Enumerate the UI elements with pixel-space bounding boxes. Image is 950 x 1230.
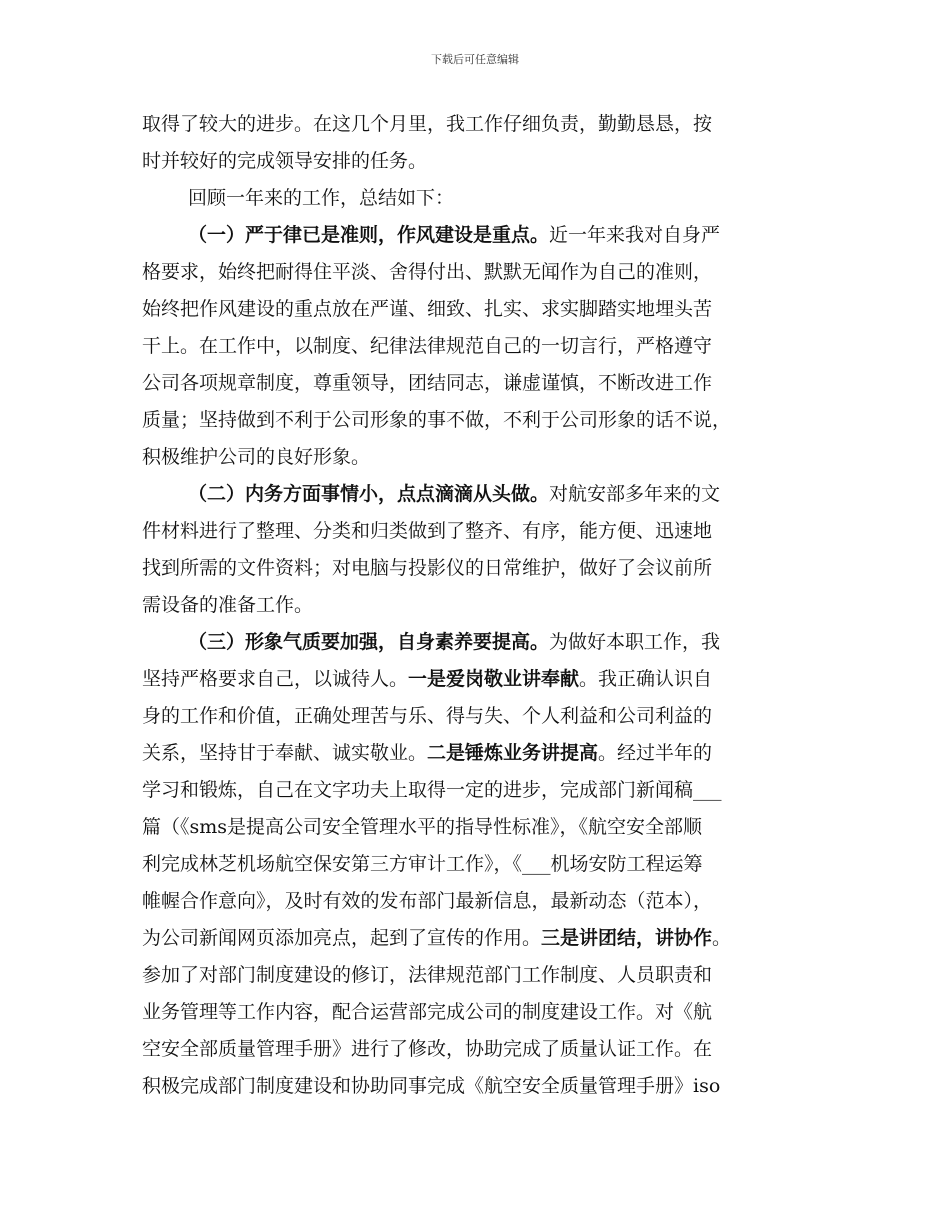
text-segment: 帷幄合作意向》，及时有效的发布部门最新信息，最新动态（范本），: [142, 890, 713, 912]
text-line: [142, 180, 814, 217]
text-line: [142, 994, 814, 1031]
text-segment: 学习和锻炼，自己在文字功夫上取得一定的进步，完成部门新闻稿___: [142, 779, 722, 801]
text-segment: 坚持严格要求自己，以诚待人。: [142, 668, 409, 690]
text-line: [142, 254, 814, 291]
text-line: [142, 587, 814, 624]
text-segment: 积极维护公司的良好形象。: [142, 446, 371, 468]
text-segment: 找到所需的文件资料；对电脑与投影仪的日常维护，做好了会议前所: [142, 557, 713, 579]
text-segment: 干上。在工作中，以制度、纪律法律规范自己的一切言行，严格遵守: [142, 335, 713, 357]
bold-text-segment: 三是讲团结，讲协作: [541, 927, 713, 949]
text-segment: 。我正确认识自: [579, 668, 713, 690]
text-line: [142, 883, 814, 920]
text-line: [142, 402, 814, 439]
text-line: [142, 143, 814, 180]
text-line: [142, 920, 814, 957]
text-segment: 。: [712, 927, 732, 949]
text-segment: 身的工作和价值，正确处理苦与乐、得与失、个人利益和公司利益的: [142, 705, 713, 727]
text-line: [142, 439, 814, 476]
text-segment: 参加了对部门制度建设的修订，法律规范部门工作制度、人员职责和: [142, 964, 713, 986]
bold-text-segment: （三）形象气质要加强，自身素养要提高。: [188, 631, 550, 653]
text-line: [142, 106, 814, 143]
text-segment: 近一年来我对自身严: [549, 224, 721, 246]
text-segment: 对航安部多年来的文: [549, 483, 721, 505]
text-segment: 公司各项规章制度，尊重领导，团结同志，谦虚谨慎，不断改进工作: [142, 372, 713, 394]
text-line: [142, 661, 814, 698]
text-line: [142, 809, 814, 846]
text-line: [142, 957, 814, 994]
text-segment: 件材料进行了整理、分类和归类做到了整齐、有序，能方便、迅速地: [142, 520, 713, 542]
text-line: [142, 772, 814, 809]
text-segment: 关系，坚持甘于奉献、诚实敬业。: [142, 742, 428, 764]
bold-text-segment: （一）严于律已是准则，作风建设是重点。: [188, 224, 550, 246]
text-line: [142, 291, 814, 328]
text-segment: 取得了较大的进步。在这几个月里，我工作仔细负责，勤勤恳恳，按: [142, 113, 713, 135]
text-segment: 为公司新闻网页添加亮点，起到了宣传的作用。: [142, 927, 542, 949]
text-line: [142, 217, 814, 254]
text-line: [142, 476, 814, 513]
text-segment: 质量；坚持做到不利于公司形象的事不做，不利于公司形象的话不说，: [142, 409, 732, 431]
text-line: [142, 624, 814, 661]
bold-text-segment: 二是锤炼业务讲提高: [427, 742, 599, 764]
text-line: [142, 846, 814, 883]
page-header: 下载后可任意编辑: [431, 53, 519, 66]
text-line: [142, 365, 814, 402]
text-line: [142, 328, 814, 365]
bold-text-segment: （二）内务方面事情小，点点滴滴从头做。: [188, 483, 550, 505]
text-line: [142, 513, 814, 550]
text-line: [142, 698, 814, 735]
text-segment: 业务管理等工作内容，配合运营部完成公司的制度建设工作。对《航: [142, 1001, 713, 1023]
text-line: [142, 550, 814, 587]
text-segment: 时并较好的完成领导安排的任务。: [142, 150, 428, 172]
text-line: [142, 1031, 814, 1068]
text-segment: 格要求，始终把耐得住平淡、舍得付出、默默无闻作为自己的准则，: [142, 261, 713, 283]
text-segment: 需设备的准备工作。: [142, 594, 314, 616]
text-segment: 回顾一年来的工作，总结如下：: [188, 187, 455, 209]
text-segment: 。经过半年的: [598, 742, 713, 764]
document-body: [142, 106, 814, 1105]
text-line: [142, 1068, 814, 1105]
text-segment: 利完成林芝机场航空保安第三方审计工作》，《___机场安防工程运筹: [142, 853, 703, 875]
text-segment: 空安全部质量管理手册》进行了修改，协助完成了质量认证工作。在: [142, 1038, 713, 1060]
text-line: [142, 735, 814, 772]
text-segment: 积极完成部门制度建设和协助同事完成《航空安全质量管理手册》iso: [142, 1075, 721, 1097]
text-segment: 为做好本职工作，我: [549, 631, 721, 653]
text-segment: 始终把作风建设的重点放在严谨、细致、扎实、求实脚踏实地埋头苦: [142, 298, 713, 320]
bold-text-segment: 一是爱岗敬业讲奉献: [408, 668, 580, 690]
text-segment: 篇（《sms是提高公司安全管理水平的指导性标准》，《航空安全部顺: [142, 816, 703, 838]
